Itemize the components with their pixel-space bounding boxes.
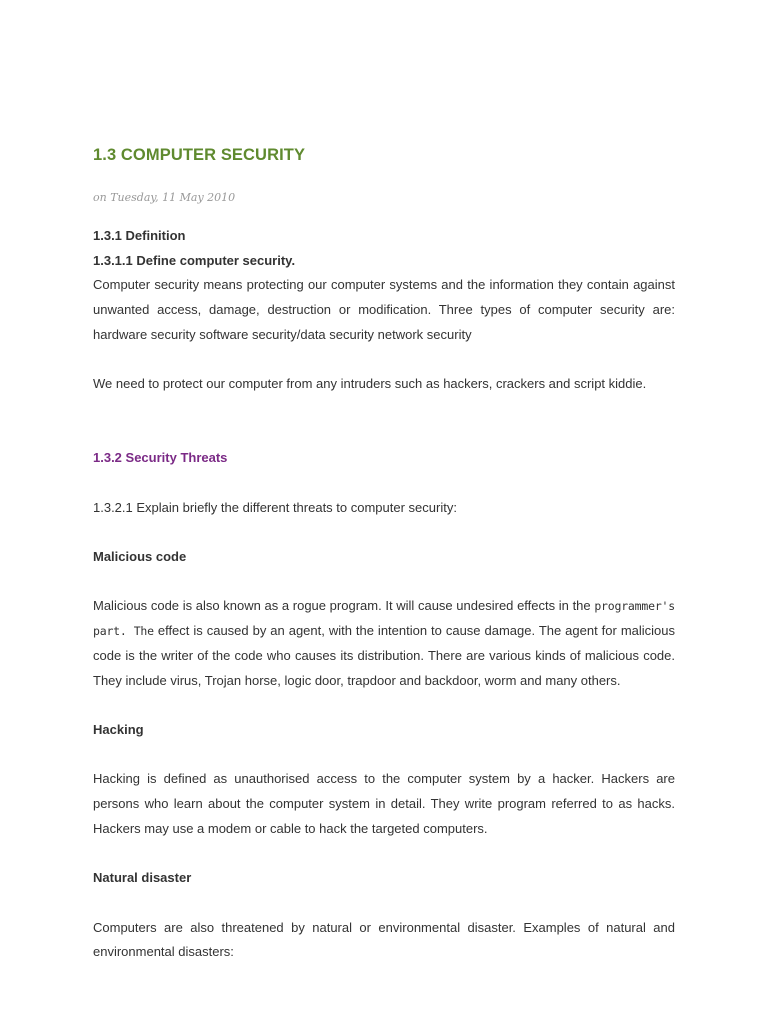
- post-body: [93, 224, 675, 965]
- post-title: 1.3 COMPUTER SECURITY: [93, 146, 306, 164]
- post-date: on Tuesday, 11 May 2010: [93, 191, 236, 204]
- malicious-text-end: effect is caused by an agent, with the intention to cause damage. The agent for malicious code is the writer of the code who causes its distribution. There are various kinds of malicious code. They include virus, Trojan horse, logic door, trapdoor and backdoor, worm and many others.: [93, 623, 675, 688]
- malicious-heading: Malicious code: [93, 549, 187, 565]
- hacking-paragraph: Hacking is defined as unauthorised access to the computer system by a hacker. Hackers are persons who learn about the computer system in detail. They write program referred to as hacks. Hackers may use a modem or cable to hack the targeted computers.: [93, 771, 675, 836]
- malicious-text-start: Malicious code is also known as a rogue program. It will cause undesired effects in the: [93, 598, 595, 614]
- malicious-paragraph: [93, 594, 675, 693]
- threats-intro: 1.3.2.1 Explain briefly the different threats to computer security:: [93, 499, 457, 515]
- malicious-text-mono: programmer's part. The: [93, 599, 675, 639]
- definition-heading: 1.3.1 Definition: [93, 228, 186, 243]
- protect-paragraph: We need to protect our computer from any intruders such as hackers, crackers and script kiddie.: [93, 376, 647, 392]
- disaster-paragraph: Computers are also threatened by natural or environmental disaster. Examples of natural and environmental disasters:: [93, 919, 675, 960]
- definition-paragraph: Computer security means protecting our computer systems and the information they contain against unwanted access, damage, destruction or modification. Three types of computer security are: hardware security software security/data security network security: [93, 277, 675, 342]
- disaster-heading: Natural disaster: [93, 870, 192, 886]
- threats-heading: 1.3.2 Security Threats: [93, 450, 228, 466]
- hacking-heading: Hacking: [93, 721, 144, 737]
- define-heading: 1.3.1.1 Define computer security.: [93, 252, 296, 268]
